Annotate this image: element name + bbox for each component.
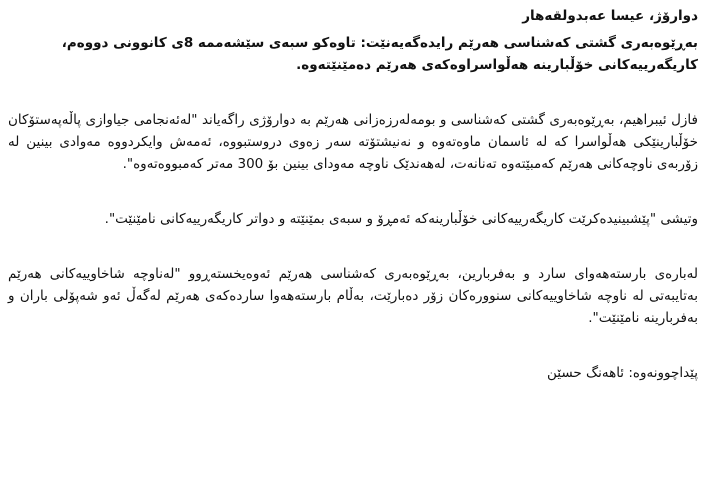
article-credit: پێداچوونەوە: ئاهەنگ حسێن [546,365,698,381]
article-byline: دوارۆژ، عیسا عەبدولقەهار [522,8,698,24]
article-paragraph-2: وتیشی "پێشبینیدەکرێت کاریگەرییەکانی خۆڵبارینەکە ئەمڕۆ و سبەی بمێنێتە و دواتر کاریگەرییەکانی نامێنێت". [104,211,698,227]
article-lead: بەڕێوەبەری گشتی کەشناسی هەرێم رایدەگەیەنێت: تاوەکو سبەی سێشەممە 8ی کانوونی دووەم، کاریگەرییەکانی خۆڵبارینە هەڵواسراوەکەی هەرێم دەمێنێتەوە. [61,35,698,73]
article-paragraph-3: لەبارەی بارستەهەوای سارد و بەفربارین، بەڕێوەبەری کەشناسی هەرێم ئەوەیخستەڕوو "لەناوچە شاخاوییەکانی هەرێم بەتایبەتی لە ناوچە شاخاوییەکانی سنوورەکان زۆر دەبارێت، بەڵام بارستەهەوا ساردەکەی هەرێم لەگەڵ ئەو شەپۆلی باران و بەفربارینە نامێنێت". [8,266,698,326]
article-paragraph-1: فازل ئیبراهیم، بەڕێوەبەری گشتی کەشناسی و بومەلەرزەزانی هەرێم بە دوارۆژی راگەیاند "لەئەنجامی جیاوازی پاڵەپەستۆکان خۆڵبارینێکی هەڵواسرا کە لە ئاسمان ماوەتەوە و نەنیشتۆتە سەر زەوی دروستبووە، ئەمەش وایکردووە مەوادی بینین لە زۆربەی ناوچەکانی هەرێم کەمبێتەوە تەنانەت، لەهەندێک ناوچە مەودای بینین بۆ 300 مەتر کەمبووەتەوە". [8,112,698,172]
